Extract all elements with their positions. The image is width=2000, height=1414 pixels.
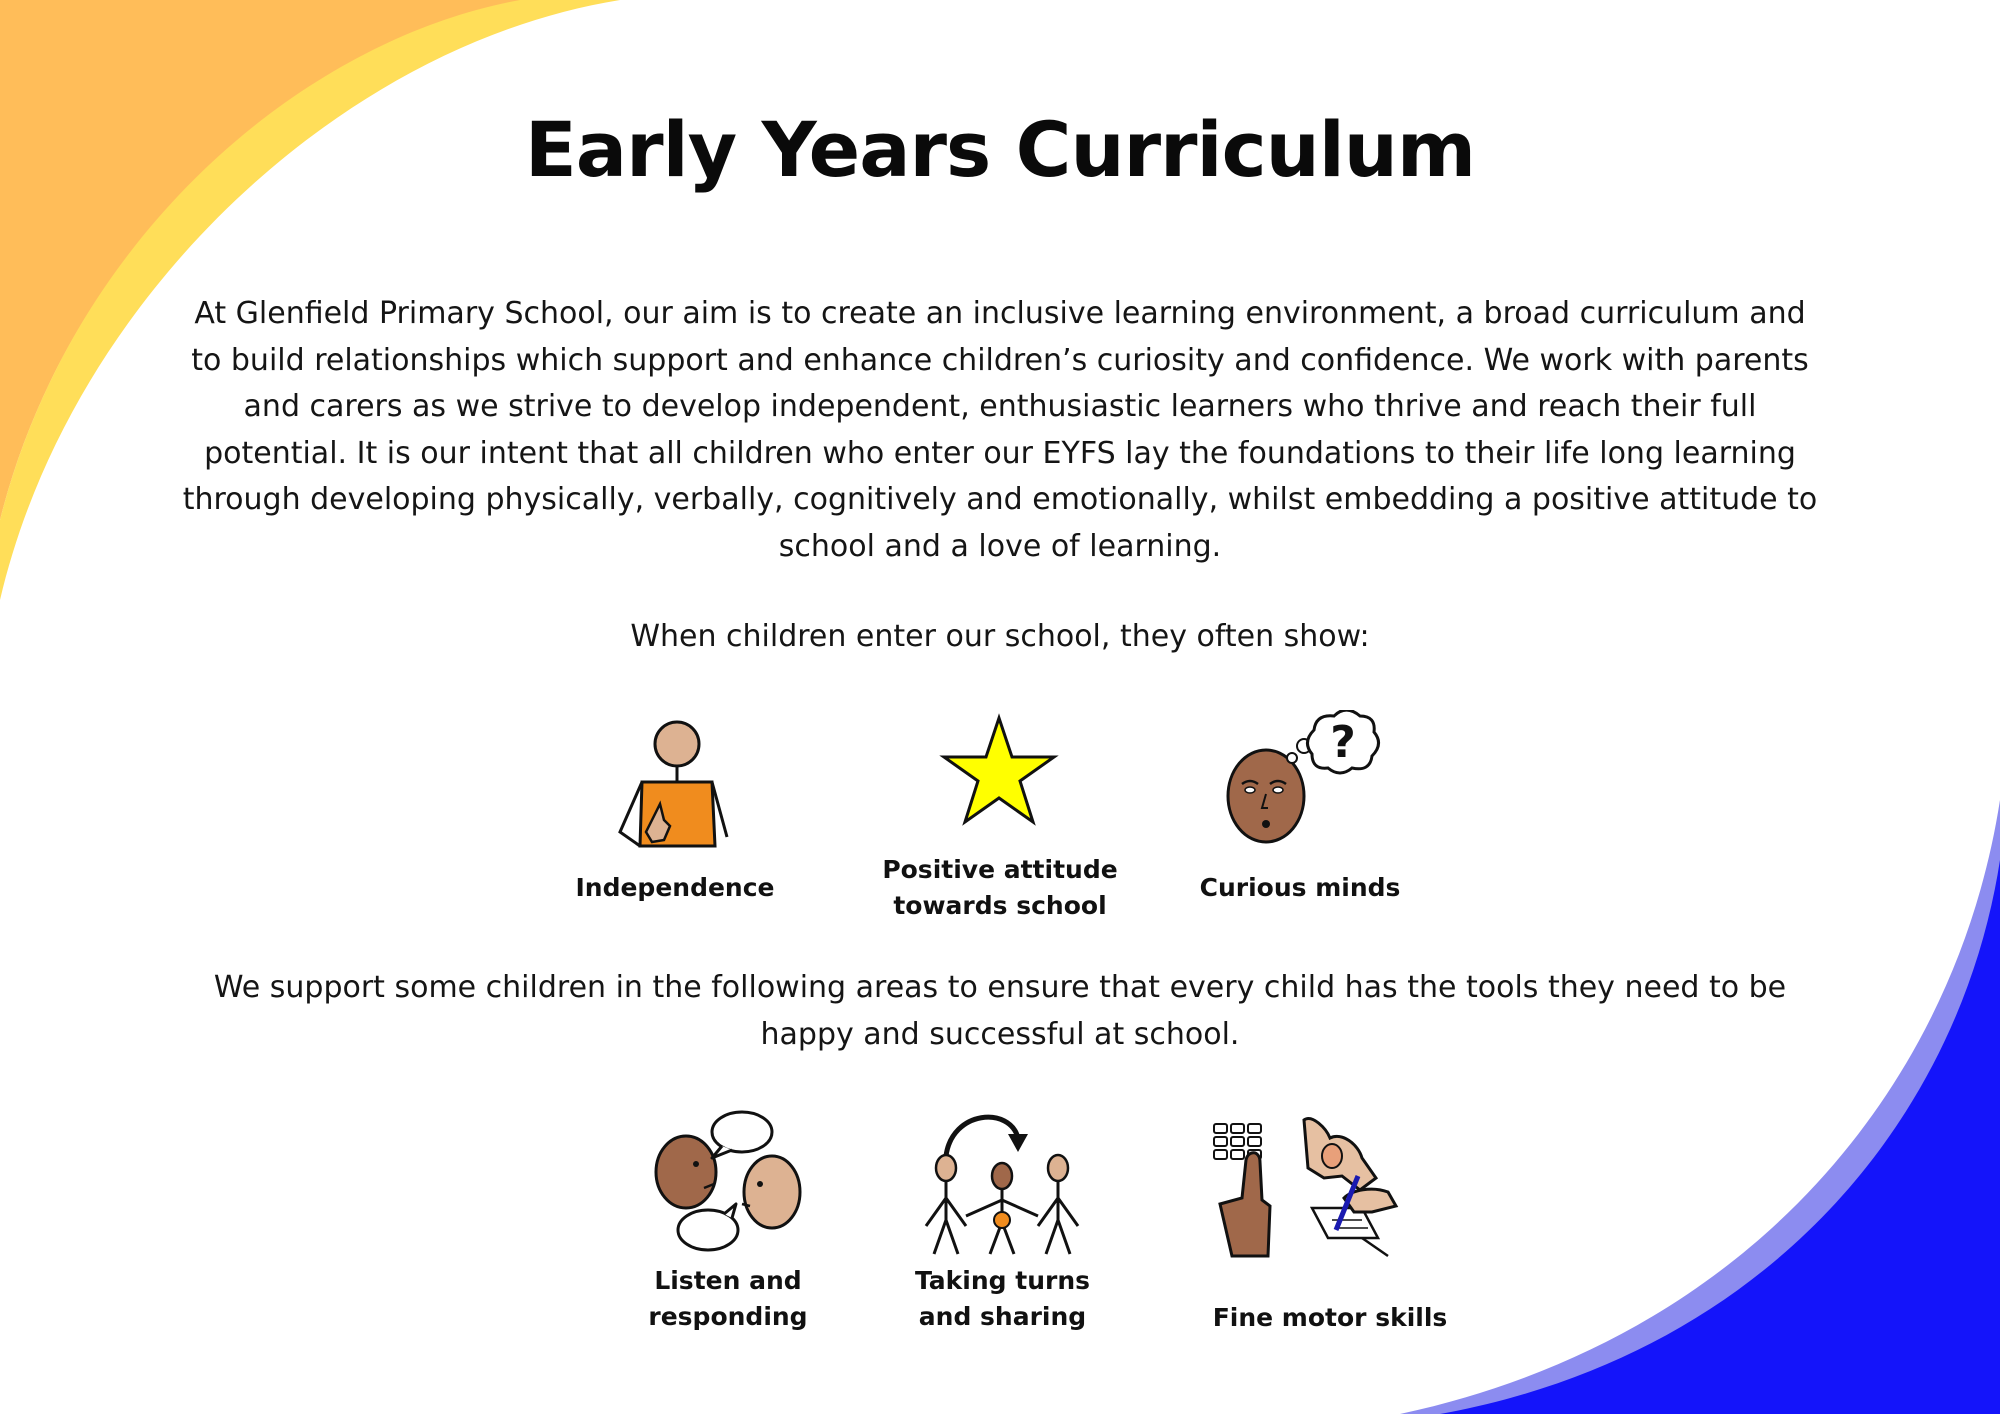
star-icon bbox=[937, 712, 1061, 836]
support-label-listen-responding: Listen and responding bbox=[648, 1266, 808, 1331]
support-paragraph bbox=[150, 965, 1850, 1058]
conversation-icon bbox=[652, 1108, 804, 1254]
fine-motor-icon bbox=[1212, 1112, 1402, 1260]
taking-turns-icon bbox=[922, 1108, 1084, 1258]
support-line: We support some children in the following areas to ensure that every child has the tools they need to be bbox=[213, 970, 1787, 1005]
intro-line: through developing physically, verbally, cognitively and emotionally, whilst embedding a positive attitude to bbox=[182, 482, 1818, 517]
intro-paragraph bbox=[150, 291, 1850, 570]
intro-line: school and a love of learning. bbox=[778, 528, 1222, 564]
independence-icon bbox=[612, 712, 742, 852]
trait-label-independence: Independence bbox=[575, 873, 775, 902]
intro-line: to build relationships which support and enhance children’s curiosity and confidence. We work with parents bbox=[191, 342, 1809, 378]
curious-mind-icon bbox=[1222, 710, 1382, 848]
trait-label-positive-attitude: Positive attitude towards school bbox=[882, 855, 1118, 920]
page-title: Early Years Curriculum bbox=[524, 105, 1476, 194]
svg-text:?: ? bbox=[1330, 717, 1356, 768]
trait-label-curious-minds: Curious minds bbox=[1199, 873, 1401, 902]
support-label-fine-motor: Fine motor skills bbox=[1212, 1303, 1448, 1332]
lead-sentence: When children enter our school, they often show: bbox=[630, 619, 1370, 654]
support-line: happy and successful at school. bbox=[760, 1016, 1240, 1052]
intro-line: and carers as we strive to develop independent, enthusiastic learners who thrive and reach their full bbox=[243, 389, 1757, 424]
support-label-taking-turns: Taking turns and sharing bbox=[914, 1266, 1091, 1331]
intro-line: At Glenfield Primary School, our aim is to create an inclusive learning environment, a broad curriculum and bbox=[194, 296, 1806, 331]
intro-line: potential. It is our intent that all children who enter our EYFS lay the foundations to their life long learning bbox=[204, 435, 1796, 471]
